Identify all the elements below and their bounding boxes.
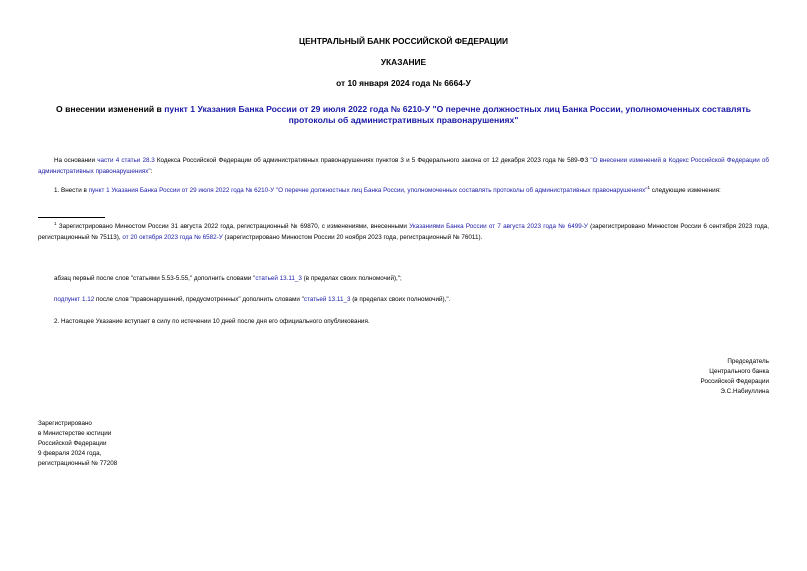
document-date-number: от 10 января 2024 года № 6664-У xyxy=(336,78,471,88)
footnote-divider xyxy=(38,217,105,218)
footnote xyxy=(38,221,769,243)
footnote-link-1[interactable]: Указаниями Банка России от 7 августа 2023 года № 6499-У xyxy=(409,223,588,230)
registration-line-5: регистрационный № 77208 xyxy=(38,460,118,467)
abzac-text-2: (в пределах своих полномочий),"; xyxy=(301,275,402,282)
p1-text-2: следующие изменения: xyxy=(650,187,721,194)
title-link[interactable]: пункт 1 Указания Банка России от 29 июля 2022 года № 6210-У "О перечне должностных лиц Банка России, уполномоченных составлять протоколы об административных правонарушениях" xyxy=(164,104,751,125)
paragraph-abzac xyxy=(38,273,769,284)
paragraph-2: 2. Настоящее Указание вступает в силу по истечении 10 дней после дня его официального опубликования. xyxy=(54,318,370,325)
signature-org: Центрального банка xyxy=(709,368,769,375)
abzac-text-1: абзац первый после слов "статьями 5.53-5.55," дополнить словами " xyxy=(54,275,256,282)
basis-text-1: На основании xyxy=(54,157,98,164)
title-prefix: О внесении изменений в xyxy=(56,104,165,114)
basis-text-2: Кодекса Российской Федерации об административных правонарушениях пунктов 3 и 5 Федерального закона от 12 декабря 2023 года № 589-ФЗ xyxy=(154,157,591,164)
signature-name: Э.С.Набиуллина xyxy=(720,388,769,395)
footnote-marker: 1 xyxy=(54,220,57,226)
paragraph-1 xyxy=(38,185,769,196)
abzac-link[interactable]: статьей 13.11_3 xyxy=(255,275,302,282)
registration-line-1: Зарегистрировано xyxy=(38,420,92,427)
footnote-text-1: Зарегистрировано Минюстом России 31 августа 2022 года, регистрационный № 69870, с изменениями, внесенными xyxy=(56,223,410,230)
podpunkt-article-link[interactable]: статьей 13.11_3 xyxy=(303,296,351,303)
signature-country: Российской Федерации xyxy=(700,378,769,385)
registration-line-4: 9 февраля 2024 года, xyxy=(38,450,102,457)
basis-text-3: : xyxy=(150,168,153,175)
p1-link[interactable]: пункт 1 Указания Банка России от 29 июля 2022 года № 6210-У "О перечне должностных лиц Банка России, уполномоченных составлять протоколы об административных правонарушениях" xyxy=(88,187,648,194)
p1-text-1: 1. Внести в xyxy=(54,187,89,194)
podpunkt-link[interactable]: подпункт 1.12 xyxy=(54,296,95,303)
registration-line-2: в Министерстве юстиции xyxy=(38,430,112,437)
paragraph-basis xyxy=(38,155,769,177)
signature-position: Председатель xyxy=(727,358,769,365)
footnote-text-3: (зарегистрировано Минюстом России 20 ноября 2023 года, регистрационный № 76011). xyxy=(222,234,483,241)
p1-footnote-ref[interactable]: 1 xyxy=(647,184,650,190)
paragraph-podpunkt xyxy=(38,294,769,305)
registration-block xyxy=(38,419,238,469)
footnote-link-2[interactable]: от 20 октября 2023 года № 6582-У xyxy=(122,234,223,241)
document-title xyxy=(40,104,767,126)
basis-link-code[interactable]: части 4 статьи 28.3 xyxy=(97,157,155,164)
registration-line-3: Российской Федерации xyxy=(38,440,107,447)
issuer-heading: ЦЕНТРАЛЬНЫЙ БАНК РОССИЙСКОЙ ФЕДЕРАЦИИ xyxy=(298,36,509,46)
footnote-text-2: (зарегистрировано Минюстом России 6 сентября 2023 года, регистрационный № 75113), xyxy=(38,223,769,241)
signature-block xyxy=(569,357,769,397)
podpunkt-text-1: после слов "правонарушений, предусмотренных" дополнить словами " xyxy=(94,296,304,303)
document-type: УКАЗАНИЕ xyxy=(380,57,427,67)
podpunkt-text-2: (в пределах своих полномочий),". xyxy=(350,296,451,303)
basis-link-law[interactable]: "О внесении изменений в Кодекс Российской Федерации об административных правонарушениях" xyxy=(38,157,769,175)
